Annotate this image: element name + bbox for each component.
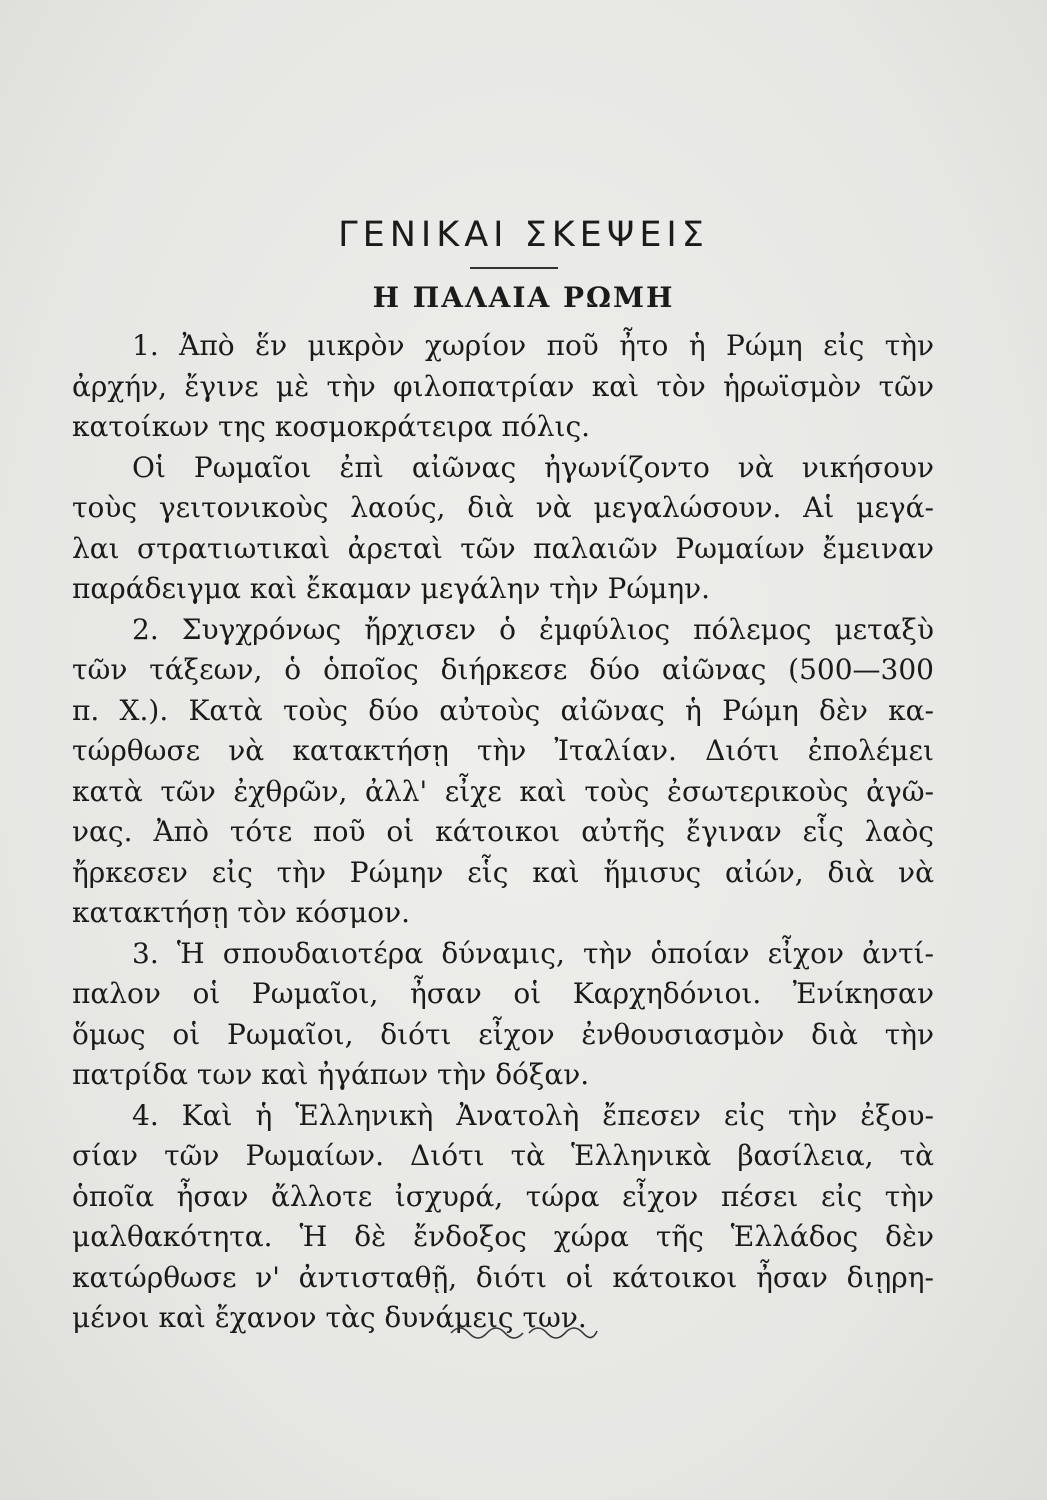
- wave-ornament-icon: [449, 1321, 599, 1341]
- text-line: παλον οἱ Ρωμαῖοι, ἦσαν οἱ Καρχηδόνιοι. Ἐνίκησαν: [72, 977, 934, 1010]
- body-text: [72, 326, 934, 1339]
- ornament-divider: [0, 1318, 1047, 1348]
- text-line: 4. Καὶ ἡ Ἑλληνικὴ Ἀνατολὴ ἔπεσεν εἰς τὴν ἐξου-: [132, 1098, 934, 1132]
- chapter-title: ΓΕΝΙΚΑΙ ΣΚΕΨΕΙΣ: [338, 215, 709, 255]
- text-line: μένοι καὶ ἔχανον τὰς δυνάμεις των.: [72, 1301, 587, 1334]
- text-line: ὁποῖα ἦσαν ἄλλοτε ἰσχυρά, τώρα εἶχον πέσει εἰς τὴν: [72, 1179, 934, 1213]
- text-line: 3. Ἡ σπουδαιοτέρα δύναμις, τὴν ὁποίαν εἶχον ἀντί-: [132, 936, 934, 970]
- text-line: μαλθακότητα. Ἡ δὲ ἔνδοξος χώρα τῆς Ἑλλάδος δὲν: [72, 1220, 934, 1253]
- text-line: τῶν τάξεων, ὁ ὁποῖος διήρκεσε δύο αἰῶνας (500—300: [72, 653, 934, 686]
- text-line: ἤρκεσεν εἰς τὴν Ρώμην εἷς καὶ ἥμισυς αἰών, διὰ νὰ: [72, 855, 934, 889]
- text-line: παράδειγμα καὶ ἔκαμαν μεγάλην τὴν Ρώμην.: [72, 572, 711, 605]
- text-line: κατὰ τῶν ἐχθρῶν, ἀλλ' εἶχε καὶ τοὺς ἐσωτερικοὺς ἀγῶ-: [72, 774, 934, 808]
- text-line: π. Χ.). Κατὰ τοὺς δύο αὐτοὺς αἰῶνας ἡ Ρώμη δὲν κα-: [72, 693, 934, 727]
- text-line: λαι στρατιωτικαὶ ἀρεταὶ τῶν παλαιῶν Ρωμαίων ἔμειναν: [72, 531, 934, 565]
- text-line: ὅμως οἱ Ρωμαῖοι, διότι εἶχον ἐνθουσιασμὸν διὰ τὴν: [72, 1017, 934, 1051]
- text-line: τώρθωσε νὰ κατακτήσῃ τὴν Ἰταλίαν. Διότι ἐπολέμει: [72, 734, 934, 767]
- text-line: νας. Ἀπὸ τότε ποῦ οἱ κάτοικοι αὐτῆς ἔγιναν εἷς λαὸς: [72, 815, 934, 848]
- text-line: τοὺς γειτονικοὺς λαούς, διὰ νὰ μεγαλώσουν. Αἱ μεγά-: [72, 491, 934, 524]
- text-line: κατακτήσῃ τὸν κόσμον.: [72, 896, 411, 929]
- text-line: Οἱ Ρωμαῖοι ἐπὶ αἰῶνας ἠγωνίζοντο νὰ νικήσουν: [132, 450, 934, 484]
- text-line: 2. Συγχρόνως ἤρχισεν ὁ ἐμφύλιος πόλεμος μεταξὺ: [132, 612, 934, 646]
- title-divider: [470, 267, 558, 269]
- text-line: 1. Ἀπὸ ἕν μικρὸν χωρίον ποῦ ἦτο ἡ Ρώμη εἰς τὴν: [132, 329, 934, 362]
- text-line: ἀρχήν, ἔγινε μὲ τὴν φιλοπατρίαν καὶ τὸν ἡρωϊσμὸν τῶν: [72, 369, 934, 403]
- text-line: σίαν τῶν Ρωμαίων. Διότι τὰ Ἑλληνικὰ βασίλεια, τὰ: [72, 1139, 934, 1172]
- text-line: πατρίδα των καὶ ἠγάπων τὴν δόξαν.: [72, 1058, 590, 1091]
- section-subtitle: Η ΠΑΛΑΙΑ ΡΩΜΗ: [372, 281, 675, 314]
- text-line: κατώρθωσε ν' ἀντισταθῇ, διότι οἱ κάτοικοι ἦσαν διῃρη-: [72, 1260, 934, 1294]
- text-line: κατοίκων της κοσμοκράτειρα πόλις.: [72, 410, 591, 443]
